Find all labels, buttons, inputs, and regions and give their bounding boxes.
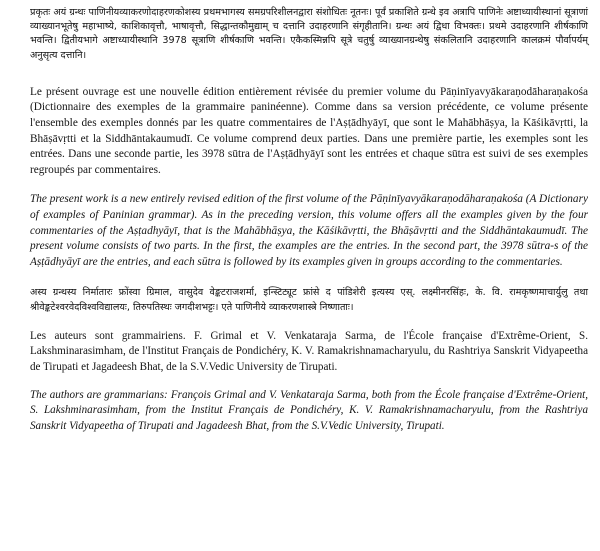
- french-authors-paragraph: Les auteurs sont grammairiens. F. Grimal et V. Venkataraja Sarma, de l'École française d'Extrême-Orient, S. Lakshminarasimham, de l'Institut Français de Pondichéry, K. V. Ramakrishnamacharyulu, du Rashtriya Sanskrit Vidyapeetha de Tirupati et Jagadeesh Bhat, de la S.V.Vedic University de Tirupati.: [30, 329, 588, 373]
- paragraph-spacer: [30, 63, 588, 85]
- paragraph-spacer: [30, 315, 588, 329]
- sanskrit-authors-paragraph: अस्य ग्रन्थस्य निर्मातारः फ्रोंस्वा ग्रिमाल, वासुदेव वेङ्कटराजशर्मा, इन्स्टिट्यूट फ्रांसे द पांडिशेरी इत्यस्य एस्. लक्ष्मीनरसिंहः, के. वि. रामकृष्णमाचार्युलु तथा श्रीवेङ्कटेश्वरवेदविश्वविद्यालयः, तिरुपतिस्थः जगदीशभट्टः। एते पाणिनीये व्याकरणशास्त्रे निष्णाताः।: [30, 287, 588, 313]
- paragraph-spacer: [30, 376, 588, 388]
- paragraph-spacer: [30, 178, 588, 192]
- sanskrit-intro-paragraph: प्रकृतः अयं ग्रन्थः पाणिनीयव्याकरणोदाहरणकोशस्य प्रथमभागस्य समग्रपरिशीलनद्वारा संशोधितः नूतनः। पूर्वं प्रकाशिते ग्रन्थे इव अत्रापि पाणिनेः अष्टाध्यायीस्थानां सूत्राणां व्याख्यानभूतेषु महाभाष्ये, काशिकावृत्तौ, भाषावृत्तौ, सिद्धान्तकौमुद्याम् च दत्तानि उदाहरणानि संगृहीतानि। ग्रन्थः अयं द्विधा विभक्तः। प्रथमे उदाहरणानि शीर्षकाणि भवन्ति। द्वितीयभागे अष्टाध्यायीस्थानि 3978 सूत्राणि शीर्षकाणि भवन्ति। एकैकस्मिन्नपि सूत्रे चतुर्षु व्याख्यानग्रन्थेषु संकलितानि उदाहरणानि कालक्रमं पौर्वापर्यम् अनुसृत्य दत्तानि।: [30, 7, 588, 61]
- english-intro-paragraph: The present work is a new entirely revised edition of the first volume of the Pāṇinīyavyākaraṇodāharaṇakośa (A Dictionary of examples of Paninian grammar). As in the preceding version, this volume offers all the examples given by the four commentaries of the Aṣṭadhyāyī, that is the Mahābhāṣya, the Kāśikāvṛtti, the Bhāṣāvṛtti and the Siddhāntakaumudī. The present volume consists of two parts. In the first, the examples are the entries. In the second part, the 3978 sūtra-s of the Aṣṭādhyāyī are the entries, and each sūtra is followed by its examples given in groups according to the commentaries.: [30, 193, 588, 268]
- paragraph-spacer: [30, 270, 588, 286]
- english-authors-paragraph: The authors are grammarians: François Grimal and V. Venkataraja Sarma, both from the École française d'Extrême-Orient, S. Lakshminarasimham, from the Institut Français de Pondichéry, K. V. Ramakrishnamacharyulu, from the Rashtriya Sanskrit Vidyapeetha of Tirupati and Jagadeesh Bhat, from the S.V.Vedic University, Tirupati.: [30, 388, 588, 432]
- french-intro-paragraph: Le présent ouvrage est une nouvelle édition entièrement révisée du premier volume du Pāṇinīyavyākaraṇodāharaṇakośa (Dictionnaire des exemples de la grammaire paninéenne). Comme dans sa version précédente, ce volume présente l'ensemble des exemples donnés par les quatre commentaires de l'Aṣṭādhyāyī, que sont le Mahābhāṣya, la Kāśikāvṛtti, la Bhāṣāvṛtti et la Siddhāntakaumudī. Ce volume comprend deux parties. Dans une première partie, les exemples sont les entrées. Dans une seconde partie, les 3978 sūtra de l'Aṣṭādhyāyī sont les entrées et chaque sūtra est suivi de ses exemples regroupés par commentaires.: [30, 85, 588, 176]
